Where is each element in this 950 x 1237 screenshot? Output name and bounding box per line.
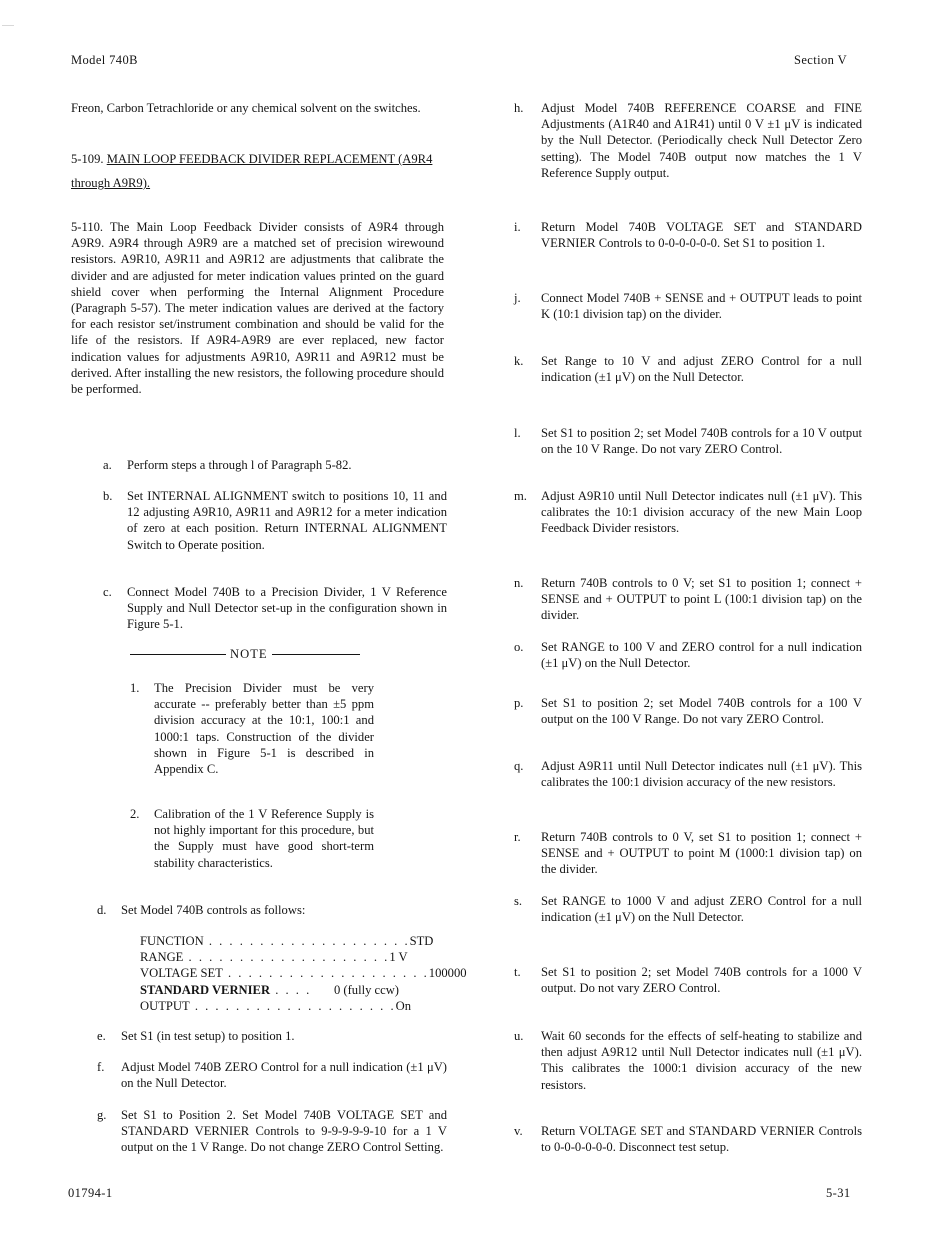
step-t <box>514 964 862 996</box>
step-o <box>514 639 862 671</box>
step-label: u. <box>514 1029 524 1043</box>
footer-doc-number: 01794-1 <box>68 1186 113 1200</box>
step-text: Perform steps a through l of Paragraph 5-82. <box>127 458 352 472</box>
step-label: h. <box>514 101 524 115</box>
step-k <box>514 353 862 385</box>
setting-row <box>140 982 399 998</box>
step-text: Adjust Model 740B ZERO Control for a null indication (±1 μV) on the Null Detector. <box>121 1060 447 1091</box>
step-n <box>514 575 862 624</box>
step-a <box>103 457 447 473</box>
leader-dots: . . . . . . . . . . . . . . . . . . . . <box>222 966 429 981</box>
step-text: Adjust Model 740B REFERENCE COARSE and FINE Adjustments (A1R40 and A1R41) until 0 V ±1 μV is indicated by the Null Detector. (Periodically check Null Detector Zero setting). The Model 740B output now matches the 1 V Reference Supply output. <box>541 101 862 180</box>
step-text: Set RANGE to 1000 V and adjust ZERO Control for a null indication (±1 μV) on the Null Detector. <box>541 894 862 925</box>
step-label: q. <box>514 759 524 773</box>
step-label: c. <box>103 585 112 599</box>
step-text: Set S1 to position 2; set Model 740B controls for a 10 V output on the 10 V Range. Do not vary ZERO Control. <box>541 426 862 457</box>
setting-value: 100000 <box>428 966 467 981</box>
step-label: r. <box>514 830 521 844</box>
step-text: Connect Model 740B + SENSE and + OUTPUT leads to point K (10:1 division tap) on the divider. <box>541 291 862 322</box>
note-2 <box>130 806 374 871</box>
settings-list <box>140 933 467 1014</box>
step-label: i. <box>514 220 521 234</box>
step-v <box>514 1123 862 1155</box>
step-j <box>514 290 862 322</box>
step-g <box>97 1107 447 1156</box>
step-label: d. <box>97 903 107 917</box>
step-text: Set RANGE to 100 V and ZERO control for a null indication (±1 μV) on the Null Detector. <box>541 640 862 671</box>
step-text: Set Range to 10 V and adjust ZERO Control for a null indication (±1 μV) on the Null Detector. <box>541 354 862 385</box>
step-label: s. <box>514 894 523 908</box>
step-text: Set S1 (in test setup) to position 1. <box>121 1029 295 1043</box>
step-label: f. <box>97 1060 105 1074</box>
step-r <box>514 829 862 878</box>
setting-name: VOLTAGE SET <box>140 966 223 981</box>
step-s <box>514 893 862 925</box>
step-l <box>514 425 862 457</box>
step-i <box>514 219 862 251</box>
note-label: 2. <box>130 807 140 821</box>
setting-name: RANGE <box>140 950 184 965</box>
step-label: a. <box>103 458 112 472</box>
step-q <box>514 758 862 790</box>
step-text: Set Model 740B controls as follows: <box>121 903 306 917</box>
step-label: n. <box>514 576 524 590</box>
section-heading <box>71 147 447 195</box>
footer-page-number: 5-31 <box>826 1186 851 1200</box>
step-label: o. <box>514 640 524 654</box>
header-section: Section V <box>794 53 848 67</box>
step-u <box>514 1028 862 1093</box>
step-label: t. <box>514 965 521 979</box>
note-text: Calibration of the 1 V Reference Supply is not highly important for this procedure, but the Supply must have good short-term stability characteristics. <box>154 807 374 870</box>
step-text: Set S1 to Position 2. Set Model 740B VOLTAGE SET and STANDARD VERNIER Controls to 9-9-9-9-9-10 for a 1 V output on the 1 V Range. Do not change ZERO Control Setting. <box>121 1108 447 1155</box>
intro-text: Freon, Carbon Tetrachloride or any chemical solvent on the switches. <box>71 101 421 115</box>
setting-name: STANDARD VERNIER <box>140 982 271 997</box>
step-h <box>514 100 862 181</box>
step-label: m. <box>514 489 527 503</box>
step-label: k. <box>514 354 524 368</box>
note-rule-right <box>272 654 360 655</box>
step-text: Return VOLTAGE SET and STANDARD VERNIER Controls to 0-0-0-0-0-0. Disconnect test setup. <box>541 1124 862 1155</box>
step-f <box>97 1059 447 1091</box>
main-paragraph-number: 5-110. <box>71 220 104 234</box>
step-label: v. <box>514 1124 523 1138</box>
setting-value: STD <box>409 934 434 948</box>
step-text: Return 740B controls to 0 V, set S1 to position 1; connect + SENSE and + OUTPUT to point M (1000:1 division tap) on the divider. <box>541 830 862 877</box>
scan-mark <box>2 25 14 26</box>
setting-name: OUTPUT <box>140 998 190 1013</box>
main-paragraph <box>71 219 444 397</box>
setting-row <box>140 949 408 965</box>
setting-row <box>140 965 467 981</box>
section-heading-number: 5-109. <box>71 152 104 166</box>
step-label: j. <box>514 291 521 305</box>
step-text: Connect Model 740B to a Precision Divider, 1 V Reference Supply and Null Detector set-up in the configuration shown in Figure 5-1. <box>127 585 447 632</box>
note-1 <box>130 680 374 777</box>
step-text: Set S1 to position 2; set Model 740B controls for a 1000 V output. Do not vary ZERO Control. <box>541 965 862 996</box>
note-heading <box>130 646 360 662</box>
section-heading-title: MAIN LOOP FEEDBACK DIVIDER REPLACEMENT (A9R4 through A9R9). <box>71 152 433 190</box>
leader-dots: . . . . . . . . . . . . . . . . . . . . <box>203 934 410 948</box>
setting-row <box>140 998 412 1014</box>
step-b <box>103 488 447 553</box>
setting-value: 1 V <box>389 950 408 965</box>
step-label: p. <box>514 696 524 710</box>
setting-value: On <box>395 998 412 1013</box>
step-text: Adjust A9R11 until Null Detector indicates null (±1 μV). This calibrates the 100:1 division accuracy of the new resistors. <box>541 759 862 790</box>
note-title: NOTE <box>230 647 268 661</box>
step-d <box>97 902 447 918</box>
step-text: Adjust A9R10 until Null Detector indicates null (±1 μV). This calibrates the 10:1 division accuracy of the new Main Loop Feedback Divider resistors. <box>541 489 862 536</box>
step-label: l. <box>514 426 521 440</box>
step-label: g. <box>97 1108 107 1122</box>
leader-dots: . . . . <box>270 982 312 997</box>
step-label: e. <box>97 1029 106 1043</box>
note-label: 1. <box>130 681 140 695</box>
setting-name: FUNCTION <box>140 934 204 948</box>
step-text: Return Model 740B VOLTAGE SET and STANDARD VERNIER Controls to 0-0-0-0-0-0. Set S1 to position 1. <box>541 220 862 251</box>
step-m <box>514 488 862 537</box>
header-model: Model 740B <box>71 53 138 67</box>
step-text: Wait 60 seconds for the effects of self-heating to stabilize and then adjust A9R12 until Null Detector indicates null (±1 μV). This calibrates the 1000:1 division accuracy of the new resistors. <box>541 1029 862 1092</box>
step-p <box>514 695 862 727</box>
step-text: Set S1 to position 2; set Model 740B controls for a 100 V output on the 100 V Range. Do not vary ZERO Control. <box>541 696 862 727</box>
leader-dots: . . . . . . . . . . . . . . . . . . . . <box>189 998 396 1013</box>
leader-dots: . . . . . . . . . . . . . . . . . . . . <box>183 950 390 965</box>
main-paragraph-text: The Main Loop Feedback Divider consists of A9R4 through A9R9. A9R4 through A9R9 are a matched set of precision wirewound resistors. A9R10, A9R11 and A9R12 are adjustments that calibrate the divider and are adjusted for meter indication values printed on the guard shield cover when performing the Internal Alignment Procedure (Paragraph 5-57). The meter indication values are derived at the factory for each resistor set/instrument combination and should be valid for the life of the resistors. If A9R4-A9R9 are ever replaced, new factor indication values for adjustments A9R10, A9R11 and A9R12 must be derived. After installing the new resistors, the following procedure should be performed. <box>71 220 444 397</box>
setting-value: 0 (fully ccw) <box>333 982 399 997</box>
setting-row <box>140 933 434 949</box>
step-c <box>103 584 447 633</box>
step-text: Set INTERNAL ALIGNMENT switch to positions 10, 11 and 12 adjusting A9R10, A9R11 and A9R12 for a meter indication of zero at each position. Return INTERNAL ALIGNMENT Switch to Operate position. <box>127 489 447 552</box>
note-rule-left <box>130 654 226 655</box>
step-text: Return 740B controls to 0 V; set S1 to position 1; connect + SENSE and + OUTPUT to point L (100:1 division tap) on the divider. <box>541 576 862 623</box>
note-text: The Precision Divider must be very accurate -- preferably better than ±5 ppm division accuracy at the 10:1, 100:1 and 1000:1 taps. Construction of the divider shown in Figure 5-1 is described in Appendix C. <box>154 681 374 777</box>
step-e <box>97 1028 447 1044</box>
step-label: b. <box>103 489 113 503</box>
